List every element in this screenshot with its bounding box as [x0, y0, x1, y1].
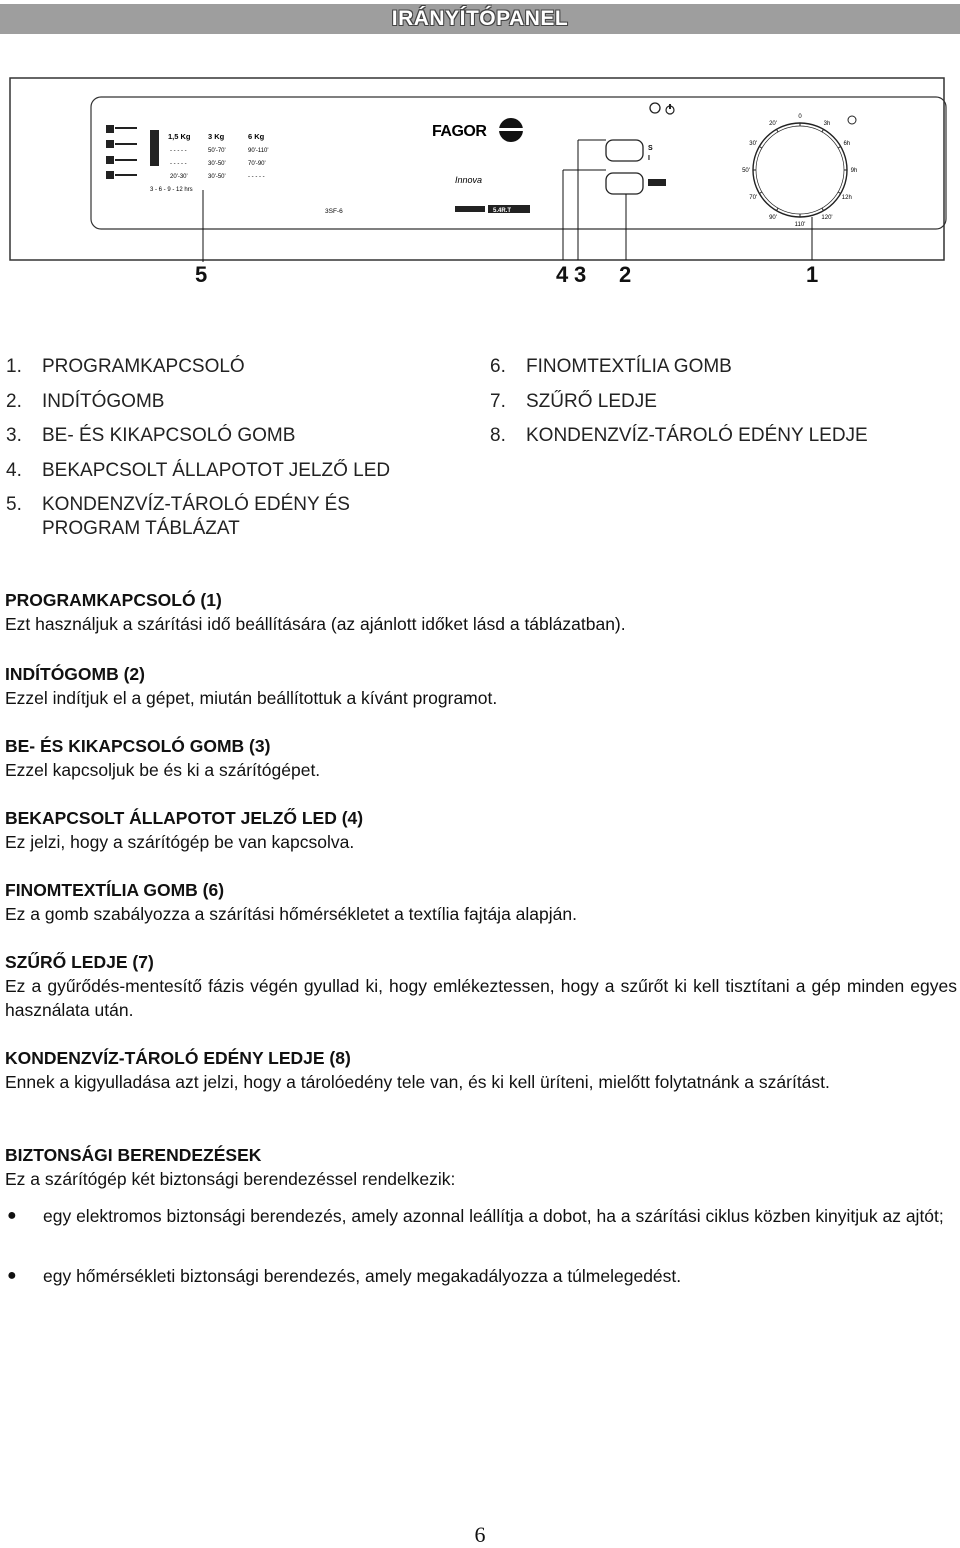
- table-symbol-icon: [106, 140, 114, 148]
- delicate-textile-button[interactable]: [606, 173, 643, 194]
- section-heading: BE- ÉS KIKAPCSOLÓ GOMB (3): [5, 736, 271, 756]
- table-cell: 70'-90': [248, 161, 266, 167]
- section-body: Ennek a kigyulladása azt jelzi, hogy a tárolóedény tele van, és ki kell üríteni, mielőtt folytatnánk a szárítást.: [5, 1072, 830, 1092]
- dial-label: 20': [769, 121, 777, 128]
- table-cell: 20'-30': [170, 174, 188, 180]
- section-power-led: [5, 806, 957, 854]
- section-power-button: [5, 734, 957, 782]
- callout-2: 2: [619, 262, 632, 287]
- dial-tick: [759, 147, 762, 149]
- section-body: Ez a szárítógép két biztonsági berendezéssel rendelkezik:: [5, 1169, 456, 1189]
- legend-item: 6. FINOMTEXTÍLIA GOMB: [490, 356, 732, 377]
- legend-item: 1. PROGRAMKAPCSOLÓ: [6, 356, 245, 377]
- dial-tick: [759, 192, 762, 194]
- section-filter-led: [5, 950, 957, 1022]
- callout-5: 5: [195, 262, 208, 287]
- dial-label: 70': [749, 195, 758, 201]
- section-condensate-led: [5, 1046, 957, 1094]
- dial-label: 30': [749, 141, 758, 147]
- filter-led-icon: [648, 179, 666, 186]
- model-badge: 5.4R.T: [493, 208, 512, 214]
- model-code: 3SF-6: [325, 208, 343, 215]
- legend-item: 4. BEKAPCSOLT ÁLLAPOTOT JELZŐ LED: [6, 459, 391, 481]
- table-cell: - - - - -: [248, 174, 265, 180]
- section-heading: PROGRAMKAPCSOLÓ (1): [5, 590, 222, 610]
- table-cell: - - - - -: [170, 161, 187, 167]
- table-symbol-icon: [106, 125, 114, 133]
- section-body: Ez jelzi, hogy a szárítógép be van kapcsolva.: [5, 832, 355, 852]
- dial-label: 6h: [843, 141, 851, 147]
- section-heading: INDÍTÓGOMB (2): [5, 664, 145, 684]
- callout-3: 3: [574, 262, 587, 287]
- brand-logo: FAGOR: [432, 123, 487, 140]
- table-cell: 90'-110': [248, 148, 269, 154]
- sublogo: Innova: [455, 175, 483, 185]
- list-item: ● egy elektromos biztonsági berendezés, amely azonnal leállítja a dobot, ha a szárítási ciklus közben kinyitjuk az ajtót;: [7, 1206, 944, 1226]
- title-bar: [0, 4, 960, 34]
- control-panel-diagram: [0, 70, 960, 270]
- dial-label: 12h: [841, 195, 852, 201]
- callout-4: 4: [556, 262, 569, 287]
- table-cell: 30'-50': [208, 174, 226, 180]
- bullet-icon: ●: [7, 1207, 17, 1224]
- page-title: IRÁNYÍTÓPANEL: [391, 7, 569, 30]
- table-header: 6 Kg: [248, 132, 265, 141]
- page-number: 6: [474, 1522, 486, 1547]
- button-mark: I: [648, 155, 650, 162]
- section-body: Ezzel kapcsoljuk be és ki a szárítógépet.: [5, 760, 321, 780]
- callout-1: 1: [806, 262, 819, 287]
- section-body: Ezzel indítjuk el a gépet, miután beállítottuk a kívánt programot.: [5, 688, 498, 708]
- table-symbol-icon: [106, 156, 114, 164]
- section-body: Ez a gyűrődés-mentesítő fázis végén gyullad ki, hogy emlékeztessen, hogy a szűrőt ki kell tisztítani a gép minden egyes használata után.: [5, 976, 957, 1020]
- dial-label: 9h: [850, 168, 858, 174]
- legend-item: 7. SZŰRŐ LEDJE: [490, 390, 657, 412]
- dial-label: 3h: [823, 121, 831, 128]
- section-program-selector: [5, 588, 957, 636]
- section-heading: SZŰRŐ LEDJE (7): [5, 952, 154, 972]
- dial-tick: [838, 192, 841, 194]
- section-heading: BIZTONSÁGI BERENDEZÉSEK: [5, 1145, 262, 1165]
- dryer-symbol-icon: [150, 130, 159, 166]
- program-dial[interactable]: [742, 114, 857, 228]
- dial-tick: [777, 129, 779, 132]
- table-cell: - - - - -: [170, 148, 187, 154]
- power-led-icon: [650, 103, 660, 113]
- legend-item: 2. INDÍTÓGOMB: [6, 390, 165, 412]
- panel-outer-frame: [10, 78, 944, 260]
- table-cell: 50'-70': [208, 148, 226, 154]
- section-safety-devices: [5, 1143, 957, 1191]
- dial-label: 0: [798, 114, 802, 120]
- section-body: Ezt használjuk a szárítási idő beállítására (az ajánlott időket lásd a táblázatban).: [5, 614, 626, 634]
- bullet-icon: ●: [7, 1267, 17, 1284]
- dial-tick: [838, 147, 841, 149]
- legend-item: 3. BE- ÉS KIKAPCSOLÓ GOMB: [6, 425, 296, 446]
- dial-tick: [822, 129, 824, 132]
- legend-item: 5. KONDENZVÍZ-TÁROLÓ EDÉNY ÉS PROGRAM TÁBLÁZAT: [6, 494, 350, 539]
- dial-reference-icon: [848, 116, 856, 124]
- section-delicate-button: [5, 878, 957, 926]
- section-heading: BEKAPCSOLT ÁLLAPOTOT JELZŐ LED (4): [5, 808, 364, 828]
- section-start-button: [5, 662, 957, 710]
- legend-right: [490, 350, 950, 454]
- dial-label: 90': [769, 214, 777, 221]
- table-cell: 30'-50': [208, 161, 226, 167]
- section-body: Ez a gomb szabályozza a szárítási hőmérsékletet a textília fajtája alapján.: [5, 904, 577, 924]
- dial-tick: [777, 208, 779, 211]
- button-mark: S: [648, 145, 653, 152]
- legend-item: 8. KONDENZVÍZ-TÁROLÓ EDÉNY LEDJE: [490, 425, 868, 446]
- dial-label: 50': [742, 168, 750, 174]
- table-header: 1,5 Kg: [168, 132, 191, 141]
- hours-row: 3 - 6 - 9 - 12 hrs: [150, 187, 193, 193]
- table-symbol-icon: [106, 171, 114, 179]
- start-button[interactable]: [606, 140, 643, 161]
- section-heading: KONDENZVÍZ-TÁROLÓ EDÉNY LEDJE (8): [5, 1048, 351, 1068]
- section-heading: FINOMTEXTÍLIA GOMB (6): [5, 880, 225, 900]
- list-item: ● egy hőmérsékleti biztonsági berendezés, amely megakadályozza a túlmelegedést.: [7, 1266, 682, 1286]
- dial-label: 120': [821, 214, 833, 221]
- legend-left: [6, 350, 426, 541]
- program-table: [106, 125, 343, 215]
- dial-label: 110': [794, 222, 806, 228]
- table-header: 3 Kg: [208, 132, 225, 141]
- dial-tick: [822, 208, 824, 211]
